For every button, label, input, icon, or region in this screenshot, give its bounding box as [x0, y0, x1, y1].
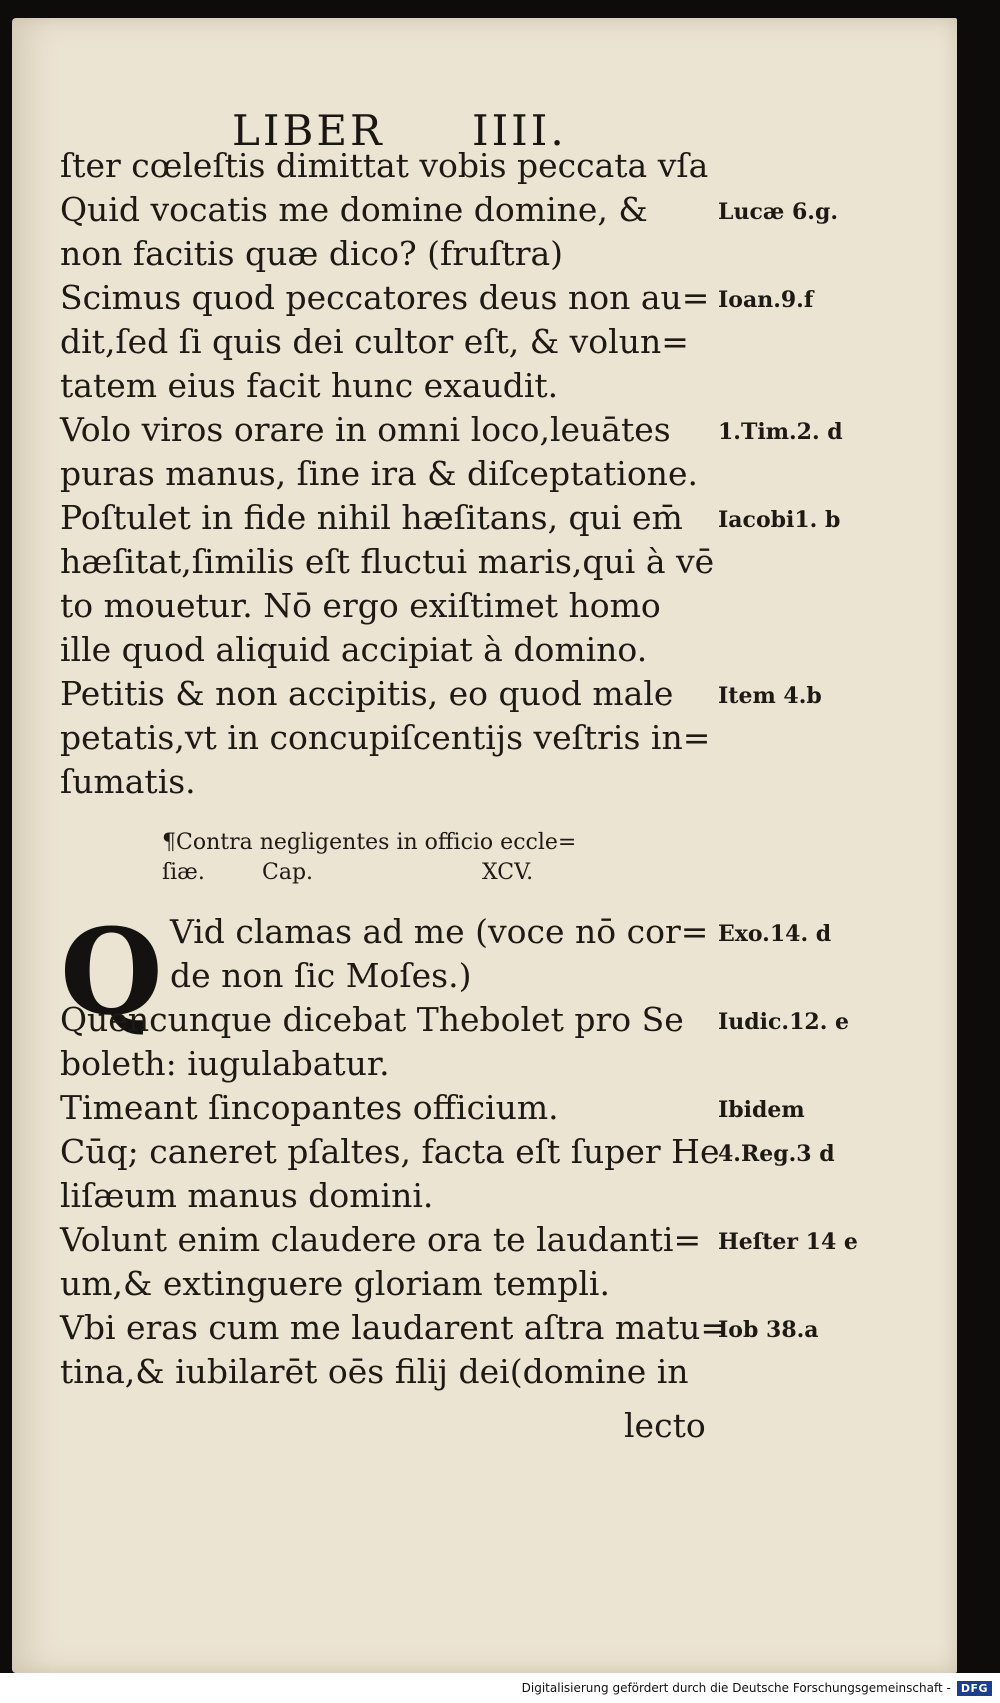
margin-reference: Exo.14. d: [718, 921, 832, 947]
text-line: boleth: iugulabatur.: [60, 1044, 390, 1083]
text-line: puras manus, ſine ira & diſceptatione.: [60, 454, 698, 493]
chapter-heading-cap: Cap.: [262, 860, 314, 885]
chapter-heading-numeral: XCV.: [482, 860, 534, 885]
text-line: de non ſic Moſes.): [170, 956, 472, 995]
text-line: Petitis & non accipitis, eo quod male: [60, 674, 674, 713]
text-line: ſter cœleſtis dimittat vobis peccata vſa: [60, 146, 709, 185]
text-line: Cūq; caneret pſaltes, facta eſt ſuper He: [60, 1132, 720, 1171]
margin-reference: 4.Reg.3 d: [718, 1141, 835, 1167]
catchword: lecto: [624, 1406, 706, 1445]
text-line: petatis,vt in concupiſcentijs veſtris in=: [60, 718, 711, 757]
text-line: to mouetur. Nō ergo exiſtimet homo: [60, 586, 661, 625]
dfg-logo: DFG: [957, 1681, 992, 1696]
margin-reference: 1.Tim.2. d: [718, 419, 843, 445]
text-line: Quid vocatis me domine domine, &: [60, 190, 648, 229]
text-line: ille quod aliquid accipiat à domino.: [60, 630, 648, 669]
text-line: um,& extinguere gloriam templi.: [60, 1264, 610, 1303]
chapter-heading-line: ¶Contra negligentes in officio eccle=: [162, 830, 577, 855]
text-line: Volunt enim claudere ora te laudanti=: [60, 1220, 702, 1259]
digitization-footer: [0, 1673, 1000, 1703]
margin-reference: Lucæ 6.g.: [718, 199, 838, 225]
margin-reference: Ioan.9.f: [718, 287, 814, 313]
text-line: Volo viros orare in omni loco,leuātes: [60, 410, 671, 449]
text-line: tatem eius facit hunc exaudit.: [60, 366, 559, 405]
footer-credit: Digitalisierung gefördert durch die Deutsche Forschungsgemeinschaft -: [521, 1681, 951, 1695]
text-line: ſumatis.: [60, 762, 196, 801]
chapter-heading-word: ſiæ.: [162, 860, 205, 885]
text-line: Vbi eras cum me laudarent aſtra matu=: [60, 1308, 729, 1347]
text-line: Scimus quod peccatores deus non au=: [60, 278, 710, 317]
drop-initial: Q: [60, 902, 163, 1041]
text-line: Quencunque dicebat Thebolet pro Se: [60, 1000, 684, 1039]
margin-reference: Iudic.12. e: [718, 1009, 850, 1035]
text-line: Poſtulet in fide nihil hæſitans, qui em̄: [60, 498, 683, 537]
margin-reference: Ibidem: [718, 1097, 805, 1123]
text-line: non facitis quæ dico? (fruſtra): [60, 234, 564, 273]
header-title: LIBER: [232, 106, 385, 155]
text-line: Vid clamas ad me (voce nō cor=: [170, 912, 709, 951]
text-line: hæſitat,ſimilis eſt fluctui maris,qui à vē: [60, 542, 715, 581]
margin-reference: Item 4.b: [718, 683, 822, 709]
text-line: dit,ſed ſi quis dei cultor eſt, & volun=: [60, 322, 689, 361]
book-page: [12, 18, 957, 1673]
margin-reference: Heſter 14 e: [718, 1229, 858, 1255]
margin-reference: Iob 38.a: [718, 1317, 819, 1343]
text-line: tina,& iubilarēt oēs filij dei(domine in: [60, 1352, 689, 1391]
text-line: liſæum manus domini.: [60, 1176, 434, 1215]
header-number: IIII.: [472, 106, 567, 155]
margin-reference: Iacobi1. b: [718, 507, 841, 533]
text-line: Timeant ſincopantes officium.: [60, 1088, 559, 1127]
